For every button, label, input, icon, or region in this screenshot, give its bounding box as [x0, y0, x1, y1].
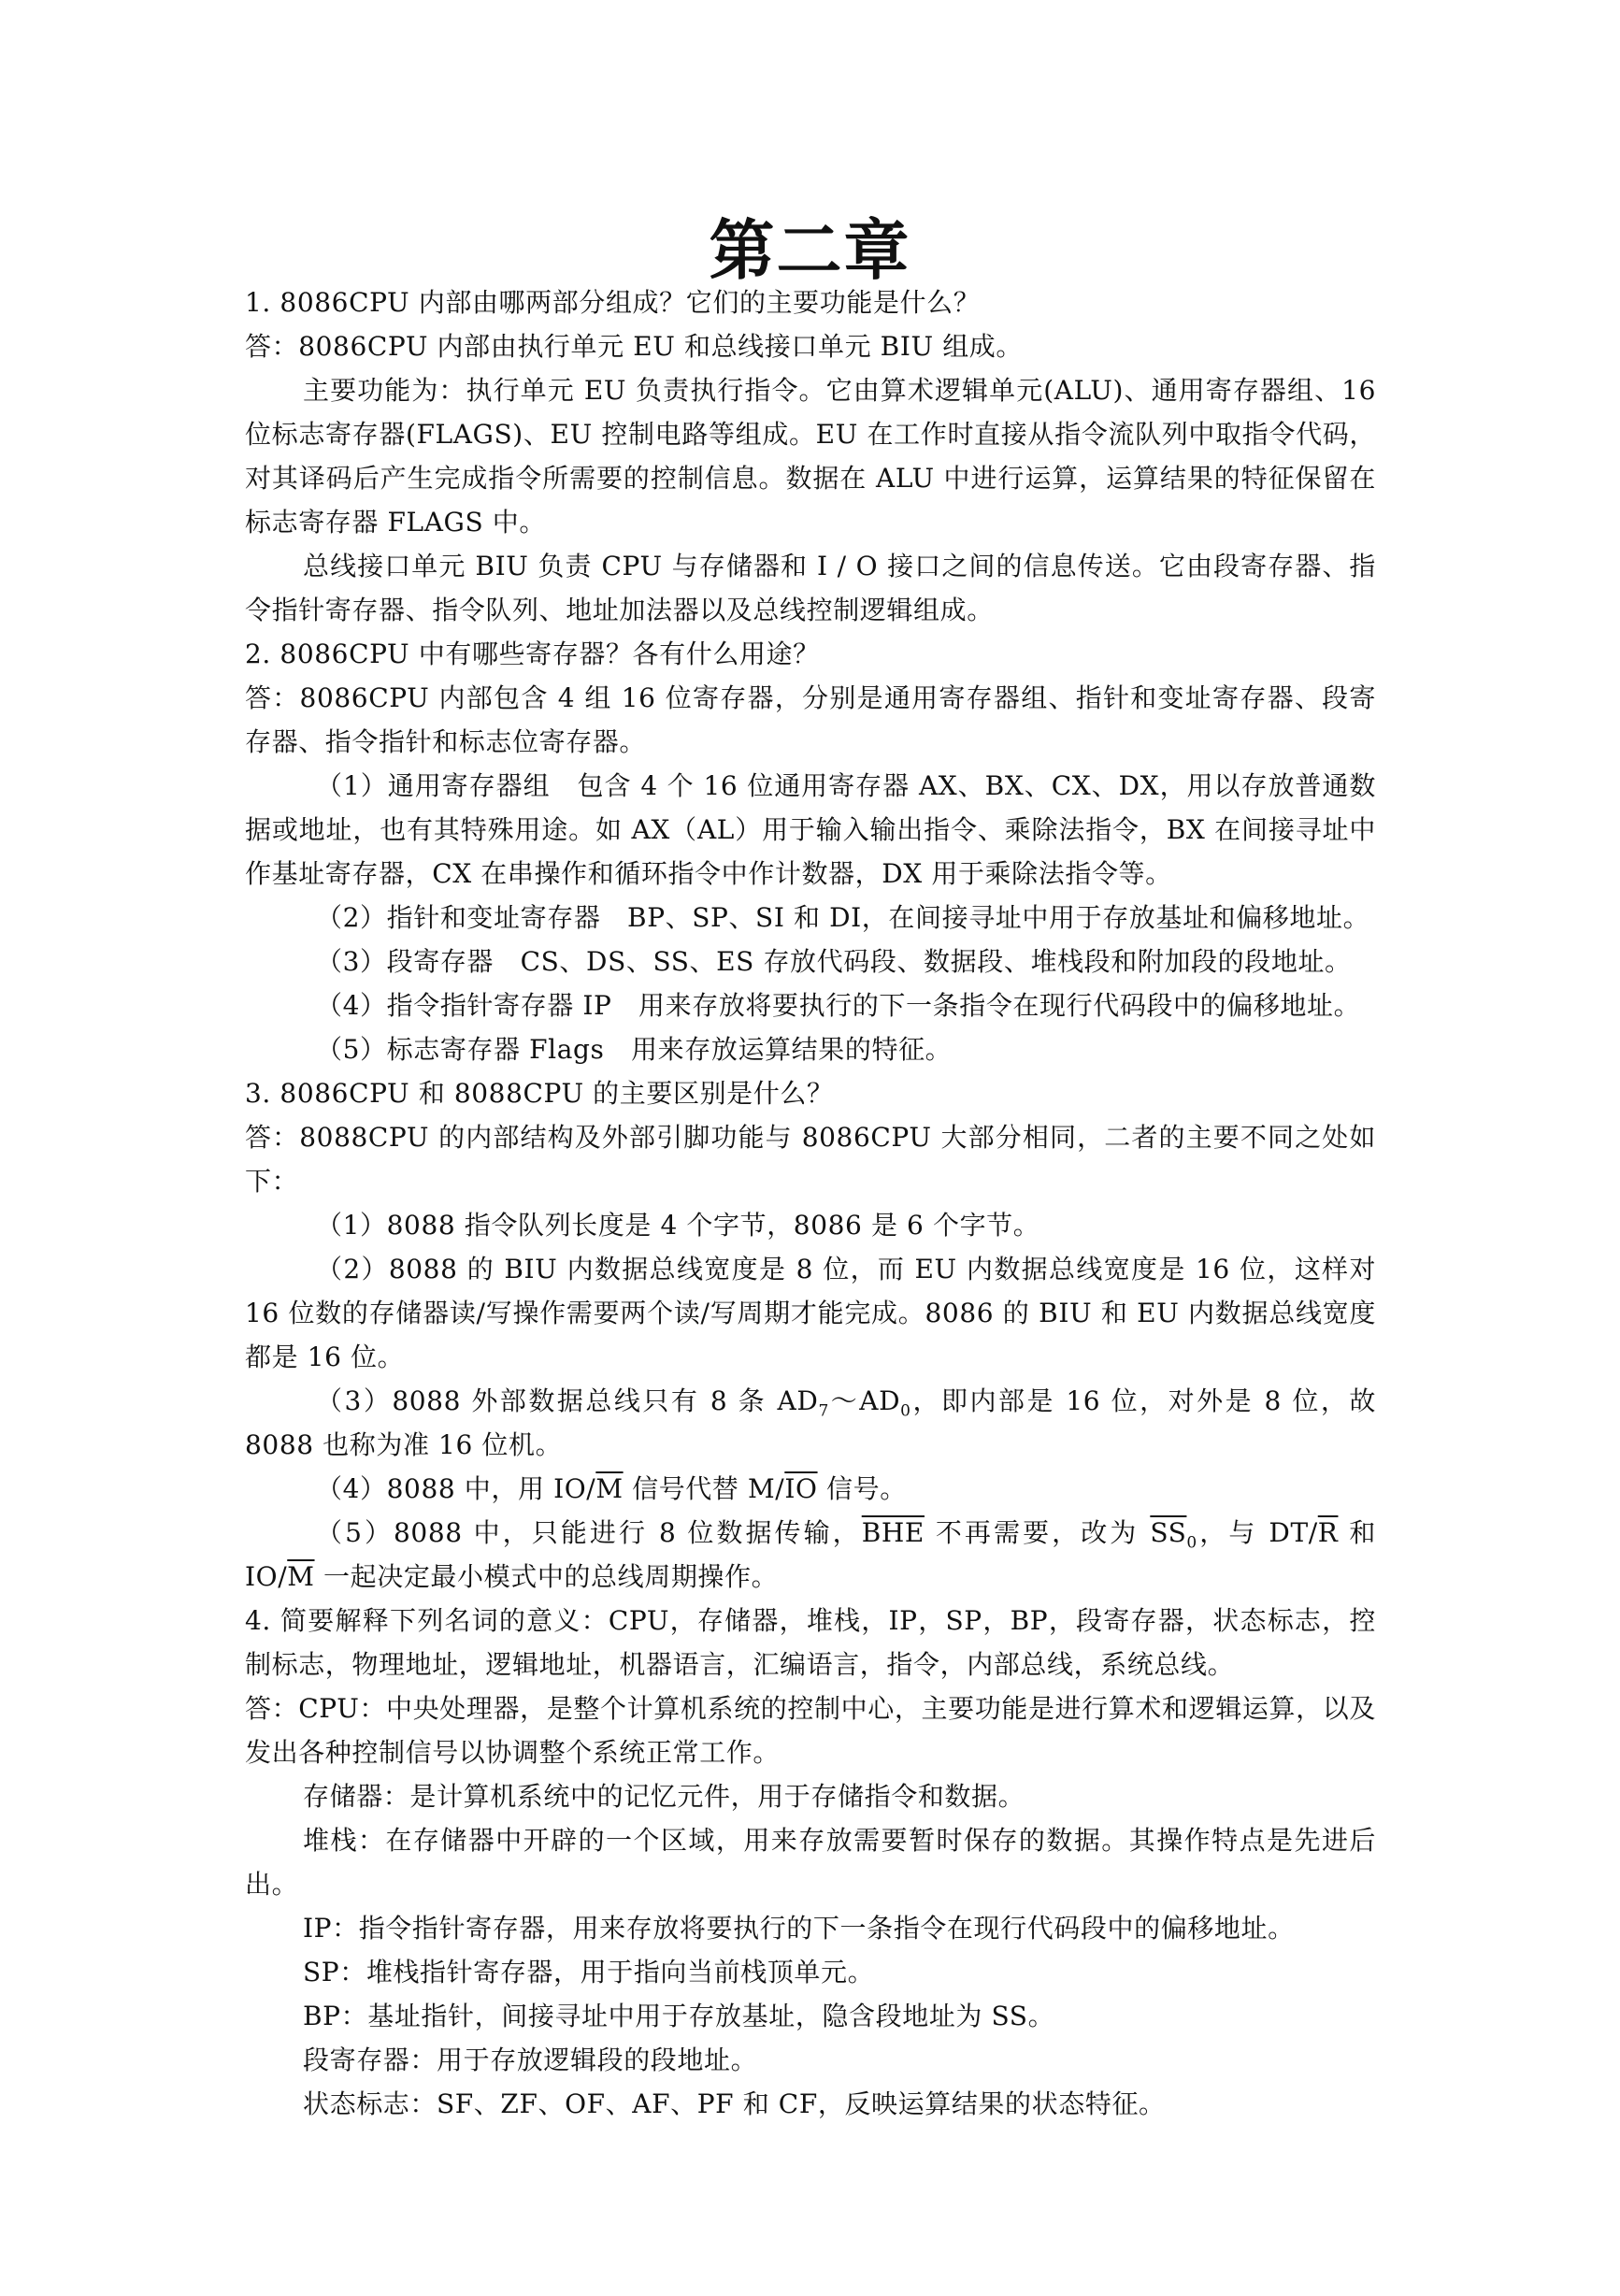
text-span: 一起决定最小模式中的总线周期操作。 — [314, 1561, 779, 1592]
answer-2: 答：8086CPU 内部包含 4 组 16 位寄存器，分别是通用寄存器组、指针和变址寄存器、段寄存器、指令指针和标志位寄存器。 — [245, 682, 1376, 757]
difference-item-3 — [245, 1379, 1376, 1467]
difference-item-1: （1）8088 指令队列长度是 4 个字节，8086 是 6 个字节。 — [316, 1210, 1040, 1241]
difference-item-2: （2）8088 的 BIU 内数据总线宽度是 8 位，而 EU 内数据总线宽度是 16 位，这样对 16 位数的存储器读/写操作需要两个读/写周期才能完成。8086 的 BIU 和 EU 内数据总线宽度都是 16 位。 — [245, 1254, 1376, 1372]
subscript: 0 — [1186, 1533, 1197, 1553]
question-1: 1. 8086CPU 内部由哪两部分组成？它们的主要功能是什么？ — [245, 287, 981, 318]
overline-signal-io: $\overline{IO}$ — [784, 1473, 818, 1504]
question-4: 4. 简要解释下列名词的意义：CPU，存储器，堆栈，IP，SP，BP，段寄存器，状态标志，控制标志，物理地址，逻辑地址，机器语言，汇编语言，指令，内部总线，系统总线。 — [245, 1605, 1376, 1680]
chapter-title: 第二章 — [709, 212, 911, 289]
answer-4: 答：CPU：中央处理器，是整个计算机系统的控制中心，主要功能是进行算术和逻辑运算，以及发出各种控制信号以协调整个系统正常工作。 — [245, 1693, 1376, 1768]
term-definition: 存储器：是计算机系统中的记忆元件，用于存储指令和数据。 — [303, 1781, 1025, 1812]
difference-item-5 — [245, 1511, 1376, 1599]
text-span: 和 IO/ — [245, 1517, 1377, 1592]
document-body — [245, 280, 1376, 2126]
term-definition: 段寄存器：用于存放逻辑段的段地址。 — [303, 2045, 758, 2075]
question-3: 3. 8086CPU 和 8088CPU 的主要区别是什么？ — [245, 1078, 834, 1109]
text-span: （3）8088 外部数据总线只有 8 条 AD — [316, 1385, 819, 1416]
overline-signal-m: $\overline{M}$ — [287, 1561, 315, 1592]
subscript: 7 — [818, 1401, 829, 1421]
term-definition: SP：堆栈指针寄存器，用于指向当前栈顶单元。 — [303, 1957, 875, 1987]
overline-signal-r: $\overline{R}$ — [1317, 1517, 1339, 1548]
register-item-5: （5）标志寄存器 Flags 用来存放运算结果的特征。 — [316, 1034, 953, 1065]
text-span: 信号。 — [817, 1473, 907, 1504]
register-item-2: （2）指针和变址寄存器 BP、SP、SI 和 DI，在间接寻址中用于存放基址和偏移地址。 — [316, 902, 1370, 933]
text-span: ，即内部是 16 位，对外是 8 位，故 8088 也称为准 16 位机。 — [245, 1385, 1376, 1460]
term-definition: IP：指令指针寄存器，用来存放将要执行的下一条指令在现行代码段中的偏移地址。 — [303, 1913, 1295, 1944]
difference-item-4 — [245, 1467, 1376, 1511]
term-definition: BP：基址指针，间接寻址中用于存放基址，隐含段地址为 SS。 — [303, 2001, 1055, 2031]
overline-signal-m: $\overline{M}$ — [595, 1473, 624, 1504]
text-span: 不再需要，改为 — [924, 1517, 1151, 1548]
answer-1-paragraph-1: 主要功能为：执行单元 EU 负责执行指令。它由算术逻辑单元(ALU)、通用寄存器组、16 位标志寄存器(FLAGS)、EU 控制电路等组成。EU 在工作时直接从指令流队列中取指令代码，对其译码后产生完成指令所需要的控制信息。数据在 ALU 中进行运算，运算结果的特征保留在标志寄存器 FLAGS 中。 — [245, 375, 1376, 538]
subscript: 0 — [900, 1401, 911, 1421]
overline-signal-bhe: $\overline{BHE}$ — [861, 1517, 925, 1548]
answer-1-paragraph-2: 总线接口单元 BIU 负责 CPU 与存储器和 I / O 接口之间的信息传送。它由段寄存器、指令指针寄存器、指令队列、地址加法器以及总线控制逻辑组成。 — [245, 551, 1376, 625]
register-item-4: （4）指令指针寄存器 IP 用来存放将要执行的下一条指令在现行代码段中的偏移地址。 — [316, 990, 1361, 1021]
term-definition: 状态标志：SF、ZF、OF、AF、PF 和 CF，反映运算结果的状态特征。 — [303, 2088, 1166, 2119]
text-span: ，与 DT/ — [1197, 1517, 1318, 1548]
question-2: 2. 8086CPU 中有哪些寄存器？各有什么用途？ — [245, 639, 820, 669]
text-span: （5）8088 中，只能进行 8 位数据传输， — [316, 1517, 862, 1548]
answer-1: 答：8086CPU 内部由执行单元 EU 和总线接口单元 BIU 组成。 — [245, 331, 1024, 362]
text-span: 信号代替 M/ — [623, 1473, 785, 1504]
register-item-3: （3）段寄存器 CS、DS、SS、ES 存放代码段、数据段、堆栈段和附加段的段地址。 — [316, 946, 1352, 977]
register-item-1: （1）通用寄存器组 包含 4 个 16 位通用寄存器 AX、BX、CX、DX，用以存放普通数据或地址，也有其特殊用途。如 AX（AL）用于输入输出指令、乘除法指令，BX 在间接寻址中作基址寄存器，CX 在串操作和循环指令中作计数器，DX 用于乘除法指令等。 — [245, 770, 1376, 889]
text-span: ～AD — [828, 1385, 901, 1416]
term-definition: 堆栈：在存储器中开辟的一个区域，用来存放需要暂时保存的数据。其操作特点是先进后出。 — [245, 1825, 1376, 1900]
text-span: （4）8088 中，用 IO/ — [316, 1473, 596, 1504]
overline-signal-ss: $\overline{SS}$ — [1150, 1517, 1187, 1548]
answer-3: 答：8088CPU 的内部结构及外部引脚功能与 8086CPU 大部分相同，二者的主要不同之处如下： — [245, 1122, 1376, 1197]
